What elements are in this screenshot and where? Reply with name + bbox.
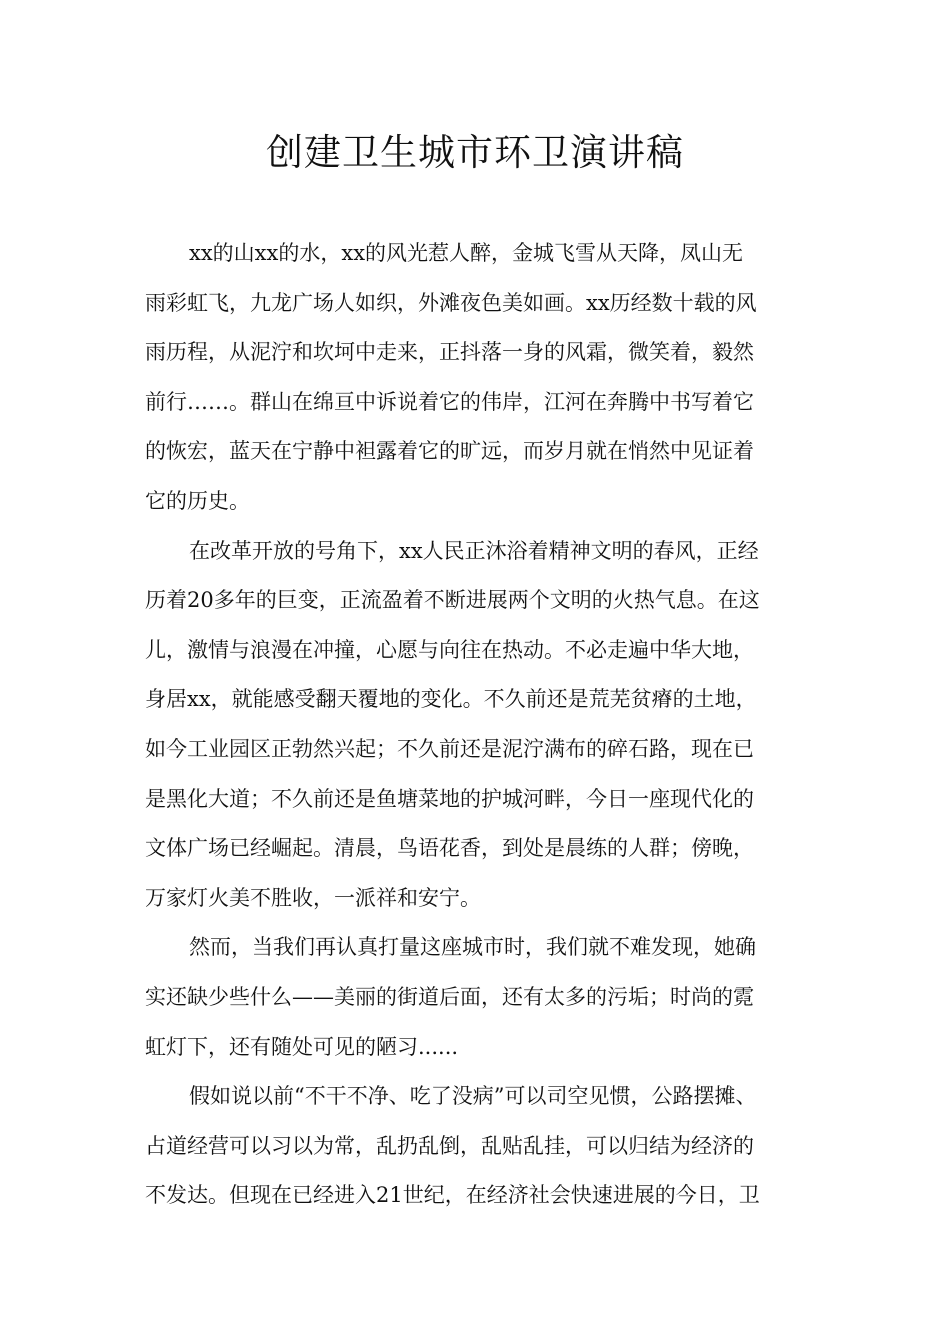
text-line: 它的历史。 xyxy=(145,488,250,513)
text-line: xx的山xx的水，xx的风光惹人醉，金城飞雪从天降，凤山无 xyxy=(189,241,744,265)
text-line: 雨历程，从泥泞和坎坷中走来，正抖落一身的风霜，微笑着，毅然 xyxy=(145,340,754,365)
text-line: 实还缺少些什么——美丽的街道后面，还有太多的污垢；时尚的霓 xyxy=(145,984,754,1009)
paragraph-3 xyxy=(145,923,810,1072)
paragraph-4 xyxy=(145,1072,810,1221)
paragraph-2 xyxy=(145,527,810,924)
text-line: 历着20多年的巨变，正流盈着不断进展两个文明的火热气息。在这 xyxy=(145,588,760,613)
text-line: 如今工业园区正勃然兴起；不久前还是泥泞满布的碎石路，现在已 xyxy=(145,736,754,761)
text-line: 占道经营可以习以为常，乱扔乱倒，乱贴乱挂，可以归结为经济的 xyxy=(145,1133,754,1158)
text-line: 是黑化大道；不久前还是鱼塘菜地的护城河畔，今日一座现代化的 xyxy=(145,786,754,811)
text-line: 假如说以前“不干不净、吃了没病”可以司空见惯，公路摆摊、 xyxy=(189,1084,757,1109)
paragraph-1 xyxy=(145,229,810,527)
document-body xyxy=(145,229,810,1221)
document-title: 创建卫生城市环卫演讲稿 xyxy=(266,131,684,174)
text-line: 文体广场已经崛起。清晨，鸟语花香，到处是晨练的人群；傍晚， xyxy=(145,836,754,861)
text-line: 然而，当我们再认真打量这座城市时，我们就不难发现，她确 xyxy=(189,935,756,960)
text-line: 的恢宏，蓝天在宁静中袒露着它的旷远，而岁月就在悄然中见证着 xyxy=(145,439,754,464)
text-line: 不发达。但现在已经进入21世纪，在经济社会快速进展的今日，卫 xyxy=(145,1183,760,1208)
text-line: 身居xx，就能感受翻天覆地的变化。不久前还是荒芜贫瘠的土地， xyxy=(145,687,757,712)
text-line: 雨彩虹飞，九龙广场人如织，外滩夜色美如画。xx历经数十载的风 xyxy=(145,290,757,315)
text-line: 前行……。群山在绵亘中诉说着它的伟岸，江河在奔腾中书写着它 xyxy=(145,389,754,414)
text-line: 在改革开放的号角下，xx人民正沐浴着精神文明的春风，正经 xyxy=(189,538,759,563)
text-line: 虹灯下，还有随处可见的陋习...... xyxy=(145,1034,459,1059)
text-line: 儿，激情与浪漫在冲撞，心愿与向往在热动。不必走遍中华大地， xyxy=(145,637,754,662)
text-line: 万家灯火美不胜收，一派祥和安宁。 xyxy=(145,885,481,910)
